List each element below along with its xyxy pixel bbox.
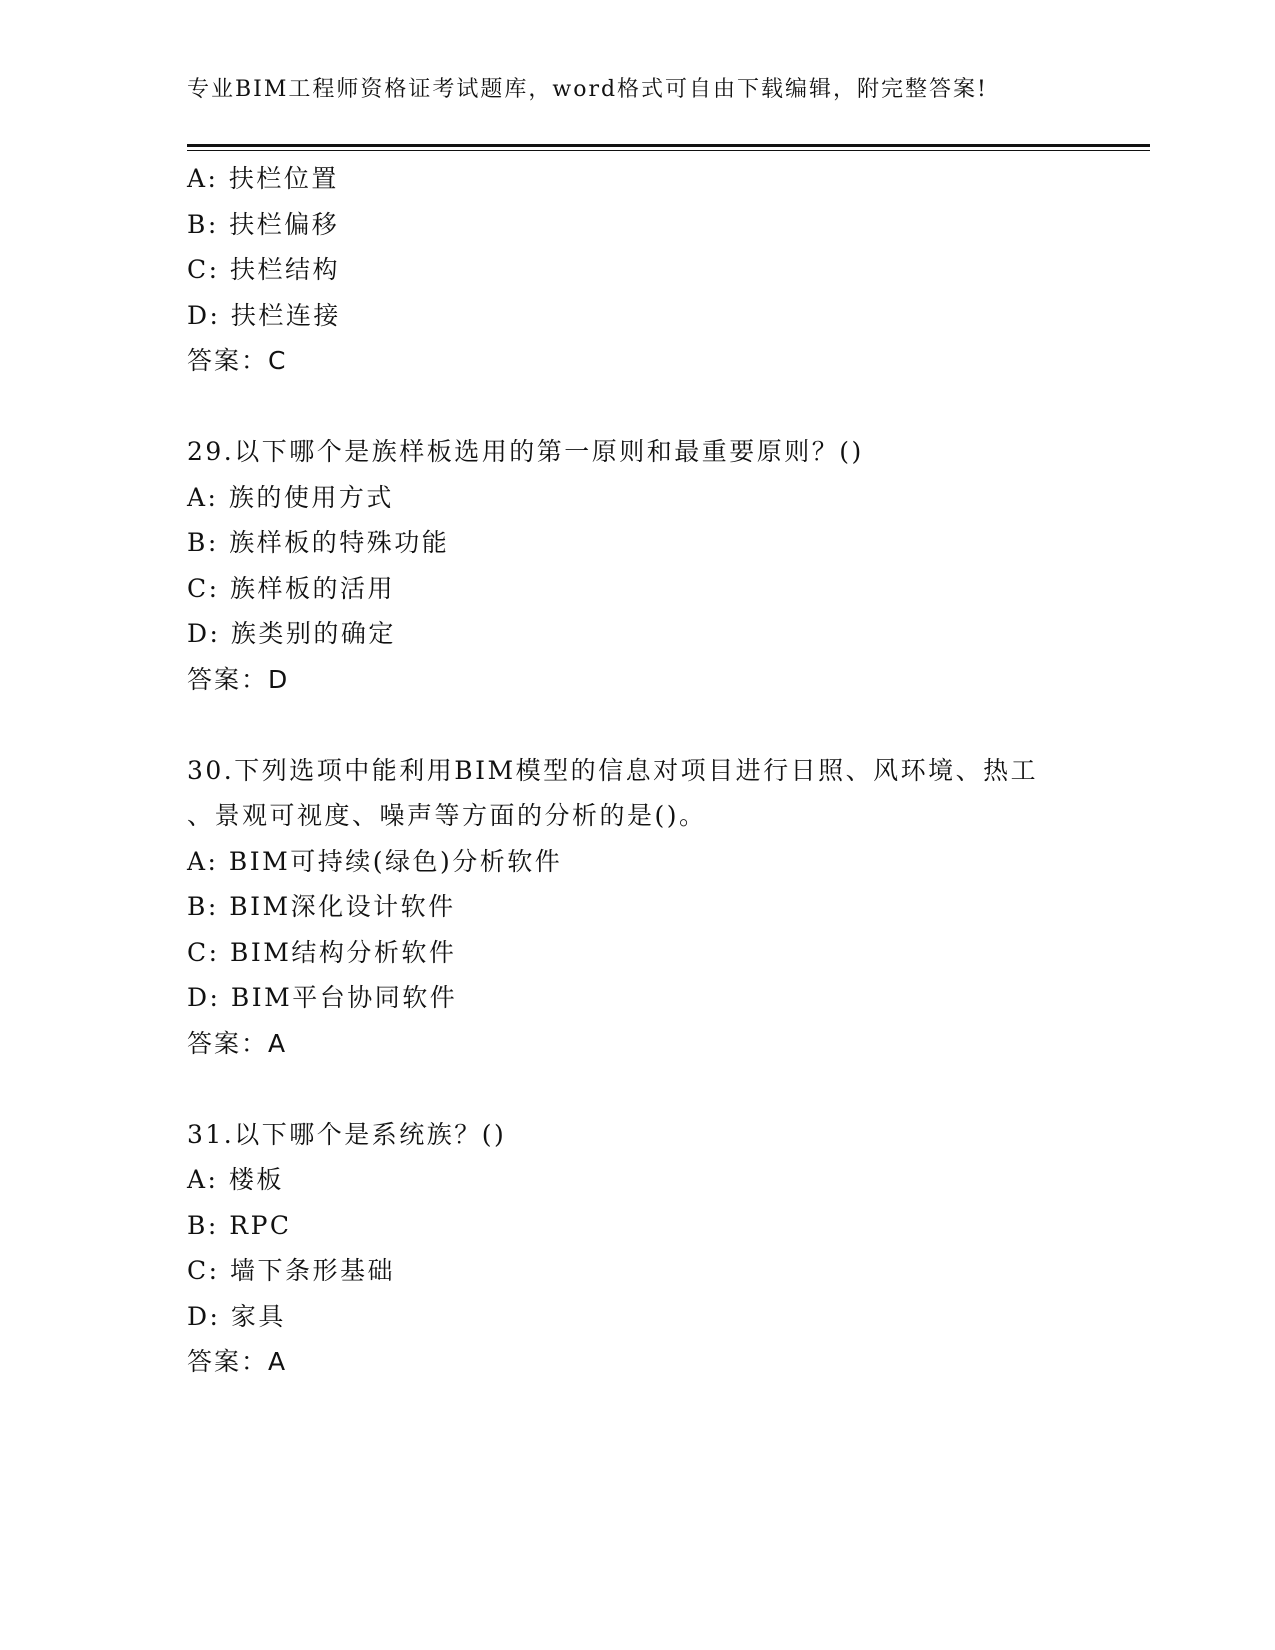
option-c: C: 扶栏结构 bbox=[187, 255, 340, 284]
header-rule-thick bbox=[187, 144, 1150, 147]
question-text: 29.以下哪个是族样板选用的第一原则和最重要原则？() bbox=[187, 437, 864, 466]
answer: 答案：A bbox=[187, 1347, 288, 1376]
answer: 答案：D bbox=[187, 664, 290, 694]
question-text-line-1: 30.下列选项中能利用BIM模型的信息对项目进行日照、风环境、热工 bbox=[187, 755, 1039, 785]
page-header: 专业BIM工程师资格证考试题库，word格式可自由下载编辑，附完整答案! bbox=[187, 77, 988, 102]
option-c: C: 族样板的活用 bbox=[187, 573, 395, 603]
option-d: D: 扶栏连接 bbox=[187, 300, 341, 330]
option-d: D: BIM平台协同软件 bbox=[187, 983, 458, 1012]
spacer bbox=[187, 702, 1150, 748]
option-b: B: RPC bbox=[187, 1210, 292, 1240]
option-c: C: 墙下条形基础 bbox=[187, 1256, 395, 1285]
option-a: A: 扶栏位置 bbox=[187, 164, 339, 193]
option-b: B: BIM深化设计软件 bbox=[187, 892, 456, 921]
spacer bbox=[187, 1066, 1150, 1112]
spacer bbox=[187, 384, 1150, 430]
question-list bbox=[187, 156, 1150, 1385]
option-c: C: BIM结构分析软件 bbox=[187, 937, 457, 967]
option-a: A: 族的使用方式 bbox=[187, 482, 394, 512]
option-b: B: 族样板的特殊功能 bbox=[187, 528, 450, 557]
answer: 答案：C bbox=[187, 346, 288, 375]
option-a: A: BIM可持续(绿色)分析软件 bbox=[187, 846, 563, 876]
question-28 bbox=[187, 156, 1150, 384]
option-b: B: 扶栏偏移 bbox=[187, 209, 340, 239]
option-a: A: 楼板 bbox=[187, 1165, 284, 1194]
question-31 bbox=[187, 1112, 1150, 1385]
question-text-line-2: 、景观可视度、噪声等方面的分析的是()。 bbox=[187, 801, 707, 830]
option-d: D: 族类别的确定 bbox=[187, 619, 396, 648]
answer: 答案：A bbox=[187, 1028, 288, 1058]
header-rule-thin bbox=[187, 150, 1150, 151]
question-text: 31.以下哪个是系统族？() bbox=[187, 1119, 507, 1149]
question-29 bbox=[187, 429, 1150, 702]
option-d: D: 家具 bbox=[187, 1301, 286, 1331]
question-30 bbox=[187, 748, 1150, 1067]
